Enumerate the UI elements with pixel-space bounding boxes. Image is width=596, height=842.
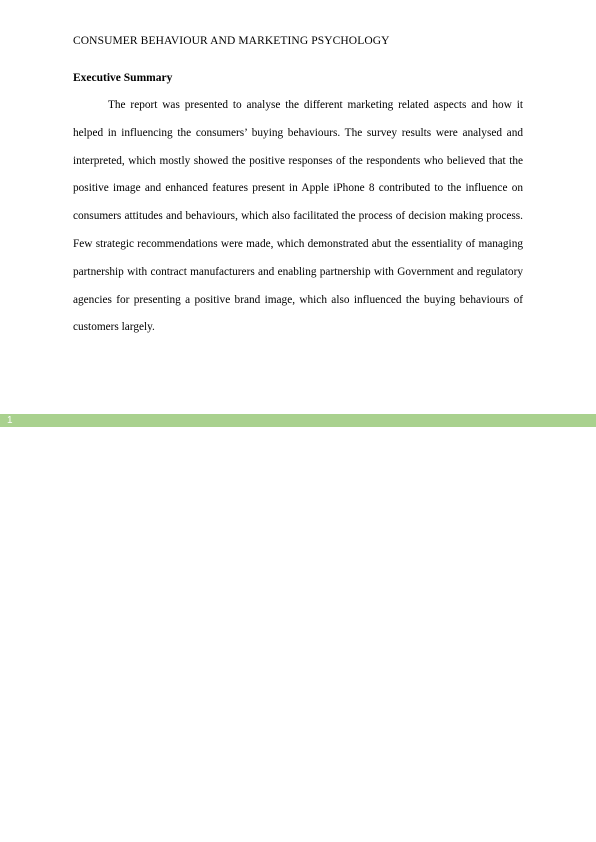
running-head: CONSUMER BEHAVIOUR AND MARKETING PSYCHOLOGY <box>73 35 390 47</box>
body-paragraph: The report was presented to analyse the different marketing related aspects and how it helped in influencing the consumers’ buying behaviours. The survey results were analysed and interpreted, which mostly showed the positive responses of the respondents who believed that the positive image and enhanced features present in Apple iPhone 8 contributed to the influence on consumers attitudes and behaviours, which also facilitated the process of decision making process. Few strategic recommendations were made, which demonstrated abut the essentiality of managing partnership with contract manufacturers and enabling partnership with Government and regulatory agencies for presenting a positive brand image, which also influenced the buying behaviours of customers largely. <box>73 99 523 334</box>
page-number-band <box>0 414 596 427</box>
page-number: 1 <box>7 415 13 426</box>
section-heading: Executive Summary <box>73 72 173 84</box>
